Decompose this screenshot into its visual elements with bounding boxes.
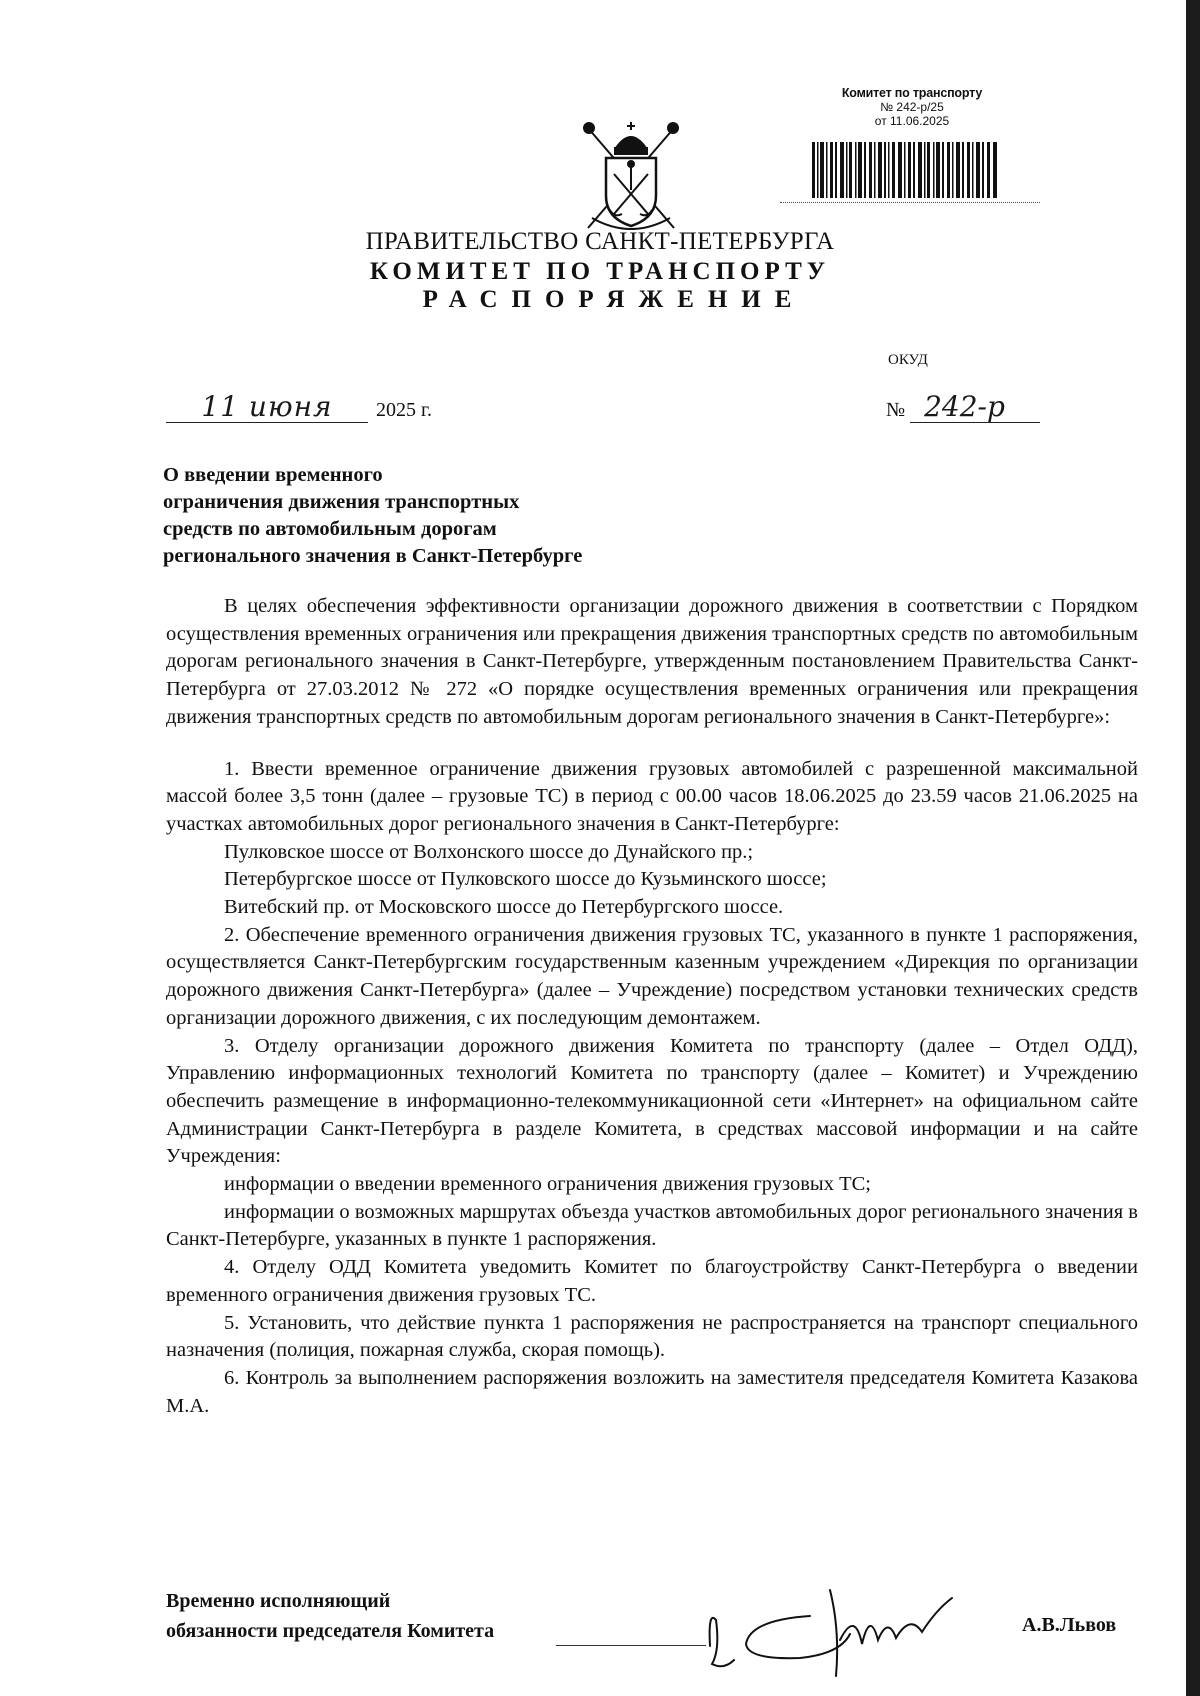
date-year: 2025 г. xyxy=(376,399,432,421)
handwritten-signature xyxy=(690,1580,1020,1680)
handwritten-date: 11 июня xyxy=(166,392,368,423)
barcode xyxy=(812,142,1002,202)
item-3-paragraph: 3. Отделу организации дорожного движения Комитета по транспорту (далее – Отдел ОДД), Управлению информационных технологий Комитета по транспорту (далее – Комитет) и Учреждению обеспечить размещение в информационно-телекоммуникационной сети «Интернет» на официальном сайте Администрации Санкт-Петербурга в разделе Комитета, в средствах массовой информации и на сайте Учреждения: xyxy=(166,1034,1138,1168)
info-list-item: информации о возможных маршрутах объезда участков автомобильных дорог регионального значения в Санкт-Петербурге, указанных в пункте 1 распоряжения. xyxy=(166,1200,1138,1251)
document-type-title: РАСПОРЯЖЕНИЕ xyxy=(422,286,806,313)
item-4-paragraph: 4. Отделу ОДД Комитета уведомить Комитет по благоустройству Санкт-Петербурга о введении временного ограничения движения грузовых ТС. xyxy=(166,1256,1138,1306)
item-5-paragraph: 5. Установить, что действие пункта 1 распоряжения не распространяется на транспорт специального назначения (полиция, пожарная служба, скорая помощь). xyxy=(166,1311,1138,1362)
registration-stamp xyxy=(812,86,1012,128)
handwritten-number: 242-р xyxy=(910,392,1040,423)
government-title: ПРАВИТЕЛЬСТВО САНКТ-ПЕТЕРБУРГА xyxy=(365,228,835,255)
document-body xyxy=(166,593,1138,1420)
document-number xyxy=(886,392,1040,423)
signatory-title-line: Временно исполняющий xyxy=(166,1590,391,1612)
item-1-paragraph: 1. Ввести временное ограничение движения грузовых автомобилей с разрешенной максимальной массой более 3,5 тонн (далее – грузовые ТС) в период с 00.00 часов 18.06.2025 до 23.59 часов 21.06.2025 на участках автомобильных дорог регионального значения в Санкт-Петербурге: xyxy=(166,757,1138,835)
committee-title: КОМИТЕТ ПО ТРАНСПОРТУ xyxy=(369,258,831,285)
document-date xyxy=(166,392,432,423)
signatory-title-line: обязанности председателя Комитета xyxy=(166,1620,495,1642)
okud-label: ОКУД xyxy=(888,352,928,368)
stamp-dotted-line xyxy=(780,202,1040,203)
document-subject xyxy=(163,462,582,570)
preamble-paragraph: В целях обеспечения эффективности организации дорожного движения в соответствии с Порядком осуществления временных ограничения или прекращения движения транспортных средств по автомобильным дорогам регионального значения в Санкт-Петербурге, утвержденным постановлением Правительства Санкт-Петербурга от 27.03.2012 № 272 «О порядке осуществления временных ограничения или прекращения движения транспортных средств по автомобильным дорогам регионального значения в Санкт-Петербурге»: xyxy=(166,595,1138,728)
subject-line: регионального значения в Санкт-Петербурге xyxy=(163,545,583,567)
info-list-item: информации о введении временного ограничения движения грузовых ТС; xyxy=(224,1173,871,1196)
road-list-item: Пулковское шоссе от Волхонского шоссе до Дунайского пр.; xyxy=(224,840,754,863)
stamp-date: от 11.06.2025 xyxy=(874,114,950,128)
road-list-item: Петербургское шоссе от Пулковского шоссе до Кузьминского шоссе; xyxy=(224,868,827,891)
road-list-item: Витебский пр. от Московского шоссе до Петербургского шоссе. xyxy=(224,896,784,919)
signature-line xyxy=(556,1645,706,1646)
item-2-paragraph: 2. Обеспечение временного ограничения движения грузовых ТС, указанного в пункте 1 распоряжения, осуществляется Санкт-Петербургским государственным казенным учреждением «Дирекция по организации дорожного движения Санкт-Петербурга» (далее – Учреждение) посредством установки технических средств организации дорожного движения, с их последующим демонтажем. xyxy=(166,923,1138,1029)
stamp-number: № 242-р/25 xyxy=(880,100,944,114)
signatory-title xyxy=(166,1586,494,1646)
number-prefix: № xyxy=(886,399,906,421)
subject-line: О введении временного xyxy=(163,464,383,486)
subject-line: средств по автомобильным дорогам xyxy=(163,518,497,540)
item-6-paragraph: 6. Контроль за выполнением распоряжения возложить на заместителя председателя Комитета Казакова М.А. xyxy=(166,1366,1138,1417)
stamp-title: Комитет по транспорту xyxy=(841,86,983,100)
signatory-name: А.В.Львов xyxy=(1022,1614,1117,1636)
subject-line: ограничения движения транспортных xyxy=(163,491,520,513)
coat-of-arms-icon xyxy=(582,118,680,236)
